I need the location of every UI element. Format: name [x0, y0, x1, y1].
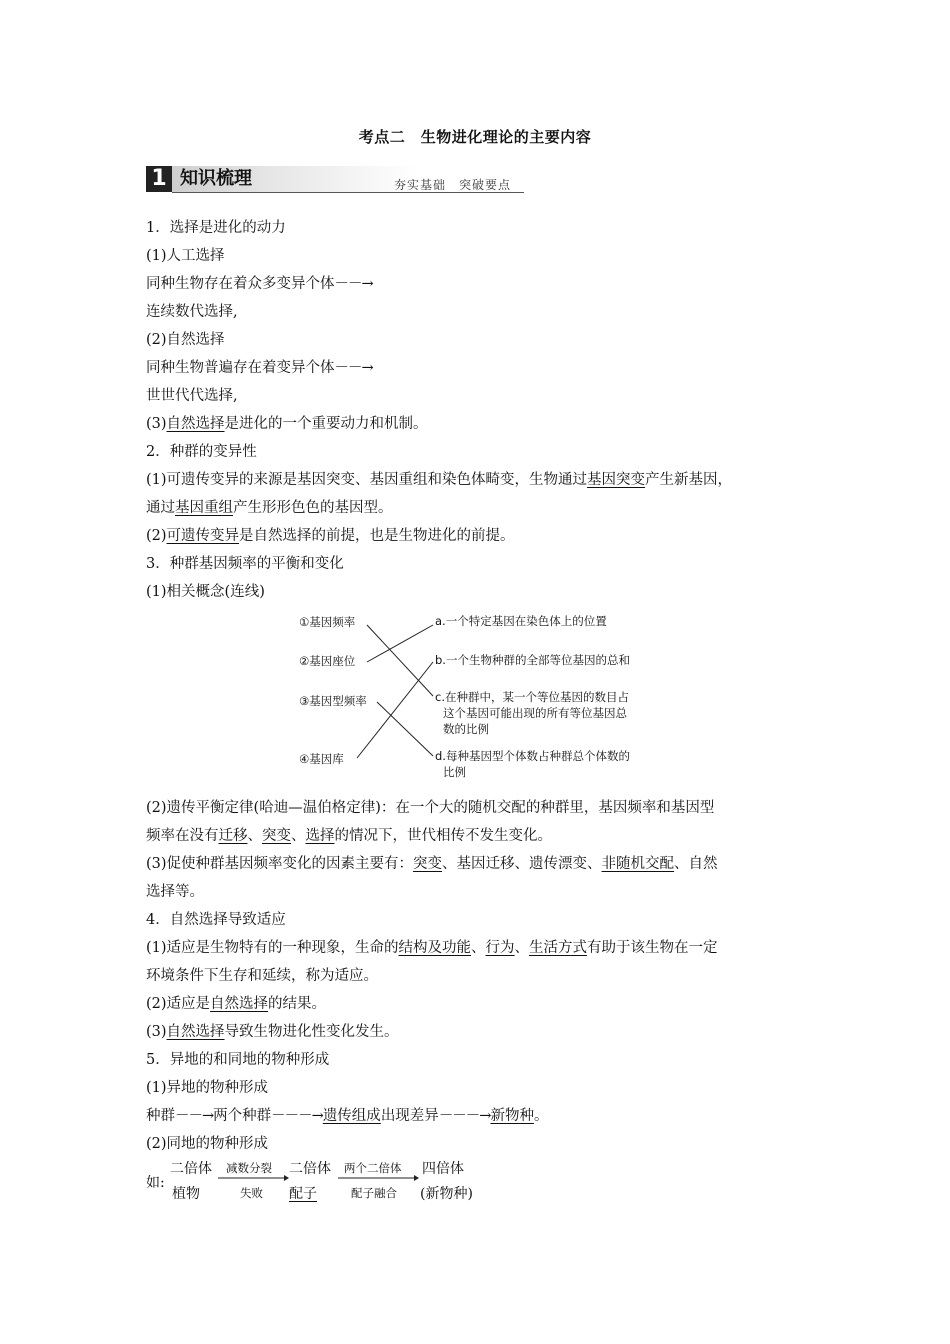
text-segment: (1)适应是生物特有的一种现象，生命的 [146, 940, 399, 956]
text-segment: (1)相关概念(连线) [146, 584, 265, 600]
left-term-3: ③基因型频率 [299, 694, 367, 708]
text-line [146, 1074, 826, 1102]
underlined-answer: 自然选择 [166, 416, 225, 432]
flow-arrows [146, 1156, 506, 1204]
text-segment: 、 [471, 940, 486, 956]
text-segment: (1)异地的物种形成 [146, 1080, 269, 1096]
text-line [146, 326, 826, 354]
text-segment: 、 [247, 828, 262, 844]
text-line [146, 578, 826, 606]
text-segment: 世世代代选择, [146, 388, 238, 404]
flow-arrow-1-head [284, 1175, 289, 1181]
text-segment: 、 [291, 828, 306, 844]
flow-node-1-bottom: 植物 [172, 1186, 200, 1202]
dashed-arrow: －－→ [334, 276, 373, 292]
text-segment: 、自然 [674, 856, 718, 872]
text-segment: 3．种群基因频率的平衡和变化 [146, 556, 344, 572]
text-segment: 是进化的一个重要动力和机制。 [224, 416, 428, 432]
underlined-answer: 突变 [413, 856, 443, 872]
text-segment: (1)可遗传变异的来源是基因突变、基因重组和染色体畸变，生物通过 [146, 472, 588, 488]
underlined-answer: 非随机交配 [601, 856, 675, 872]
text-segment: (1)人工选择 [146, 248, 225, 264]
text-segment: 是自然选择的前提，也是生物进化的前提。 [239, 528, 515, 544]
flow-arrow-2-top: 两个二倍体 [344, 1161, 402, 1175]
text-segment: 环境条件下生存和延续，称为适应。 [146, 968, 378, 984]
text-segment: 2．种群的变异性 [146, 444, 257, 460]
flow-arrow-1-top: 减数分裂 [226, 1161, 272, 1175]
text-segment: (3) [146, 1024, 167, 1040]
text-segment: 有助于该生物在一定 [587, 940, 718, 956]
match-line-2-a [367, 625, 433, 662]
text-line [146, 1018, 826, 1046]
dashed-arrow: －－－→ [438, 1108, 491, 1124]
flow-prefix: 如: [146, 1175, 165, 1191]
flow-node-3-bottom: (新物种) [420, 1186, 473, 1202]
text-segment: (2)适应是 [146, 996, 211, 1012]
text-segment: 连续数代选择, [146, 304, 238, 320]
right-def-b: b.一个生物种群的全部等位基因的总和 [435, 653, 630, 667]
text-segment: 、 [514, 940, 530, 956]
text-segment: 的结果。 [268, 996, 327, 1012]
text-line [146, 354, 826, 382]
text-segment: 两个种群 [213, 1108, 272, 1124]
flow-node-2-top: 二倍体 [289, 1161, 331, 1177]
section-banner [146, 166, 526, 194]
right-def-d: d.每种基因型个体数占种群总个体数的 比例 [435, 749, 630, 779]
underlined-answer: 自然选择 [166, 1024, 225, 1040]
dashed-arrow: －－→ [175, 1108, 214, 1124]
flow-arrow-2-bottom: 配子融合 [351, 1186, 397, 1200]
flow-node-2-bottom: 配子 [289, 1186, 317, 1202]
underlined-answer: 迁移 [218, 828, 248, 844]
text-line [146, 794, 826, 822]
text-line [146, 410, 826, 438]
text-line [146, 906, 826, 934]
match-line-1-c [367, 625, 433, 696]
text-line [146, 822, 826, 850]
text-line [146, 382, 826, 410]
left-term-1: ①基因频率 [299, 615, 356, 629]
text-line [146, 934, 826, 962]
section-subtitle: 夯实基础 突破要点 [394, 178, 512, 192]
text-segment: 出现差异 [380, 1108, 439, 1124]
left-term-2: ②基因座位 [299, 654, 356, 668]
underlined-answer: 基因突变 [587, 472, 646, 488]
underlined-answer: 行为 [485, 940, 515, 956]
text-segment: (2) [146, 528, 167, 544]
text-segment: 。 [533, 1108, 549, 1124]
flow-node-3-top: 四倍体 [422, 1161, 464, 1177]
text-line [146, 1102, 826, 1130]
right-def-a: a.一个特定基因在染色体上的位置 [435, 614, 607, 628]
text-line [146, 214, 826, 242]
speciation-flow [146, 1156, 506, 1204]
text-segment: 产生形形色色的基因型。 [233, 500, 393, 516]
match-line-3-d [377, 702, 433, 756]
text-segment: 同种生物普遍存在着变异个体 [146, 360, 335, 376]
right-def-c: c.在种群中，某一个等位基因的数目占 这个基因可能出现的所有等位基因总 数的比例 [435, 690, 629, 736]
text-line [146, 298, 826, 326]
flow-arrow-1-bottom: 失败 [240, 1186, 263, 1200]
flow-node-1-top: 二倍体 [170, 1161, 212, 1177]
text-line [146, 990, 826, 1018]
text-segment: 产生新基因， [645, 472, 733, 488]
section-label: 知识梳理 [172, 166, 418, 192]
text-segment: 导致生物进化性变化发生。 [224, 1024, 399, 1040]
underlined-answer: 生活方式 [529, 940, 588, 956]
text-line [146, 270, 826, 298]
text-line [146, 850, 826, 878]
section-number: 1 [146, 166, 172, 192]
matching-diagram [295, 608, 665, 790]
underlined-answer: 基因重组 [175, 500, 233, 516]
text-line [146, 242, 826, 270]
text-segment: (3)促使种群基因频率变化的因素主要有： [146, 856, 414, 872]
dashed-arrow: －－－→ [271, 1108, 323, 1124]
text-segment: (2)自然选择 [146, 332, 225, 348]
text-segment: 1．选择是进化的动力 [146, 220, 286, 236]
text-line [146, 1046, 826, 1074]
left-term-4: ④基因库 [299, 752, 344, 766]
text-line [146, 962, 826, 990]
underlined-answer: 自然选择 [210, 996, 269, 1012]
underlined-answer: 结构及功能 [398, 940, 472, 956]
underlined-answer: 可遗传变异 [166, 528, 240, 544]
text-line [146, 438, 826, 466]
section-rule [172, 192, 524, 193]
match-line-4-b [357, 662, 433, 758]
text-segment: 频率在没有 [146, 828, 219, 844]
underlined-answer: 新物种 [490, 1108, 534, 1124]
text-segment: 、基因迁移、遗传漂变、 [442, 856, 602, 872]
dashed-arrow: －－→ [334, 360, 373, 376]
text-segment: 的情况下，世代相传不发生变化。 [334, 828, 552, 844]
text-segment: 同种生物存在着众多变异个体 [146, 276, 335, 292]
text-line [146, 494, 826, 522]
text-line [146, 466, 826, 494]
page-title: 考点二 生物进化理论的主要内容 [358, 128, 592, 146]
text-segment: (3) [146, 416, 167, 432]
text-segment: 4．自然选择导致适应 [146, 912, 286, 928]
text-line [146, 878, 826, 906]
text-segment: (2)遗传平衡定律(哈迪—温伯格定律)：在一个大的随机交配的种群里，基因频率和基因型 [146, 800, 715, 816]
text-segment: 通过 [146, 500, 175, 516]
text-segment: 选择等。 [146, 884, 204, 900]
text-line [146, 550, 826, 578]
text-segment: 5．异地的和同地的物种形成 [146, 1052, 330, 1068]
text-line [146, 522, 826, 550]
flow-arrow-2-head [414, 1175, 419, 1181]
text-segment: 种群 [146, 1108, 175, 1124]
text-segment: (2)同地的物种形成 [146, 1136, 269, 1152]
underlined-answer: 遗传组成 [322, 1108, 381, 1124]
text-line [146, 1130, 826, 1158]
underlined-answer: 突变 [262, 828, 291, 844]
underlined-answer: 选择 [305, 828, 335, 844]
